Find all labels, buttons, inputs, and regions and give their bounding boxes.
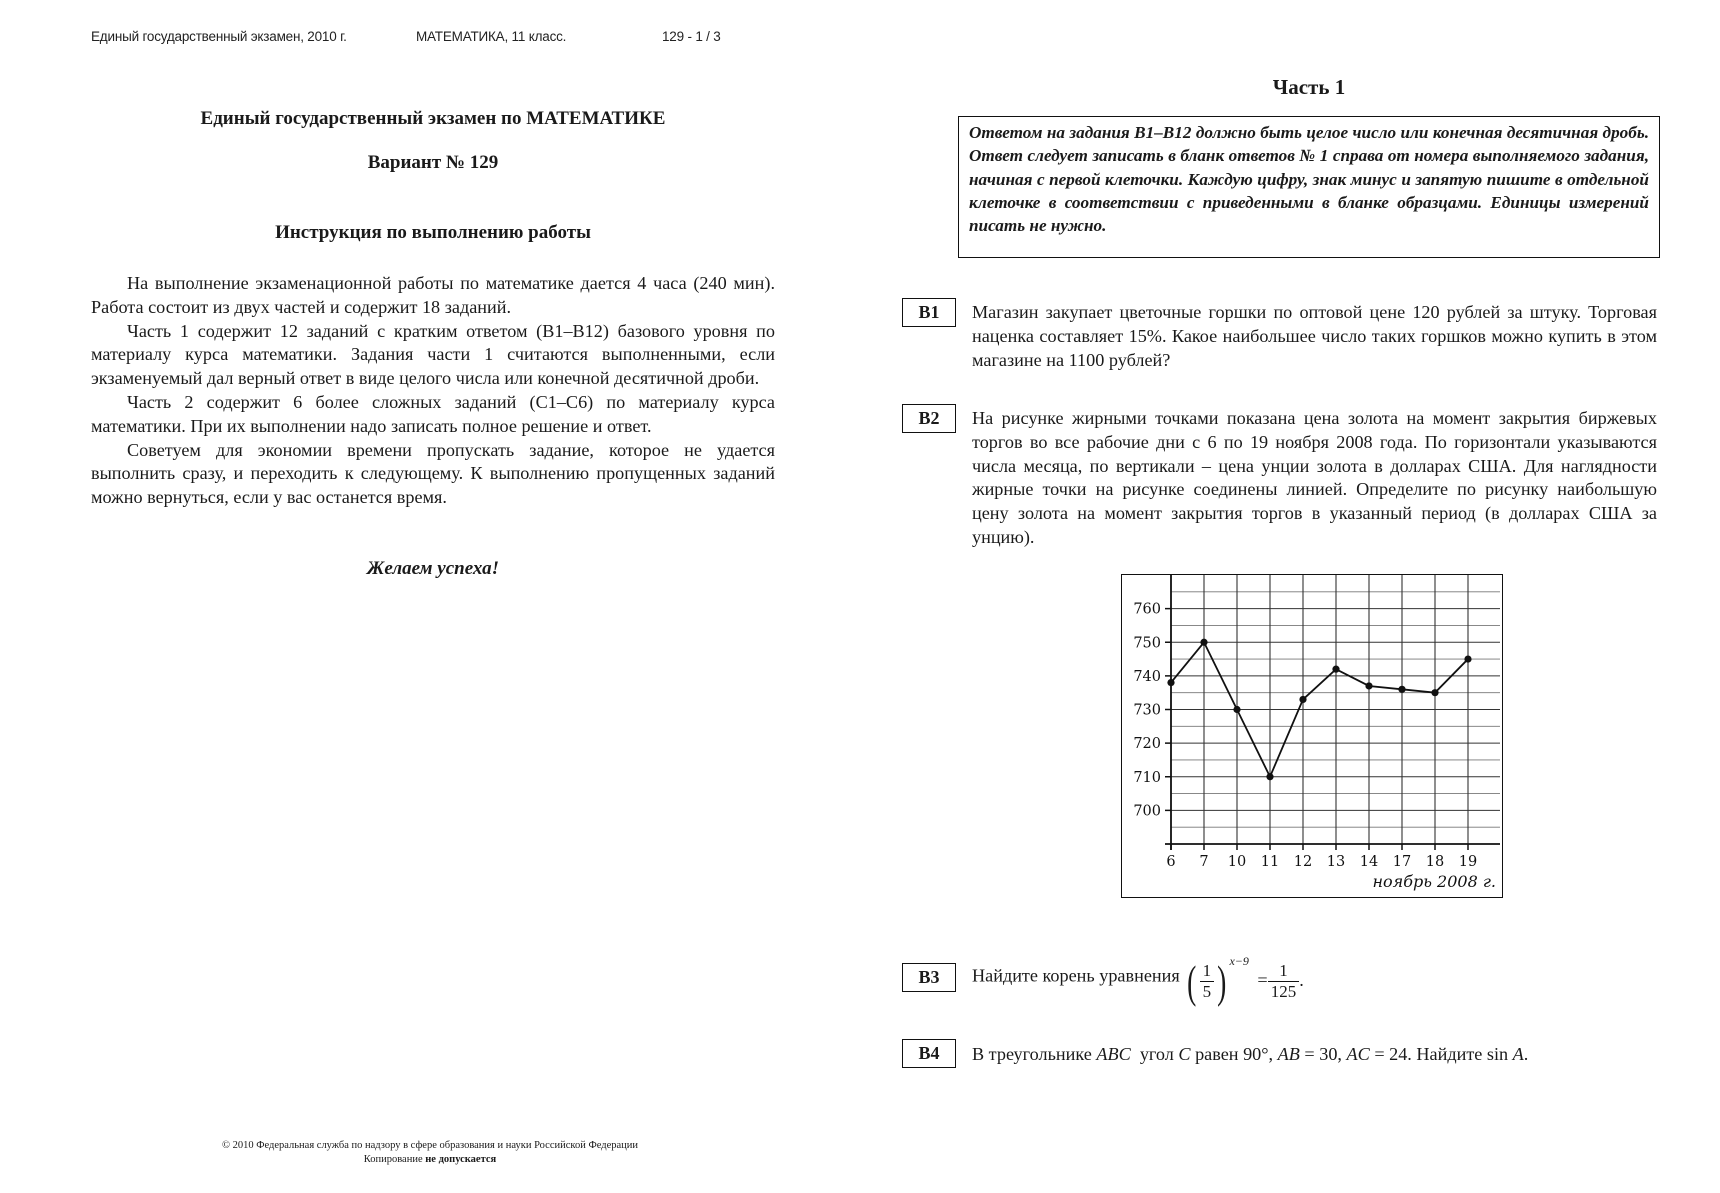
task-b2-paragraph: На рисунке жирными точками показана цена золота на момент закрытия биржевых торгов во все рабочие дни с 6 по 19 ноября 2008 года. По горизонтали указываются числа месяца, по вертикали – цена унции золота в долларах США. Для наглядности жирные точки на рисунке соединены линией. Определите по рисунку наибольшую цену золота на момент закрытия торгов в указанный период (в долларах США за унцию).	[972, 408, 1657, 547]
part-title: Часть 1	[1272, 75, 1346, 99]
base-denominator: 5	[1202, 982, 1212, 1002]
x-tick-label: 19	[1458, 854, 1478, 870]
instruction-paragraph: Советуем для экономии времени пропускать задание, которое не удается выполнить сразу, и переходить к следующему. К выполнению пропущенных заданий можно вернуться, если у вас останется время.	[91, 439, 775, 508]
line-chart	[1122, 575, 1502, 897]
copying-prefix: Копирование	[363, 1154, 426, 1165]
b4-part: = 30,	[1299, 1044, 1347, 1064]
equals-sign: =	[1257, 970, 1268, 991]
base-fraction	[1200, 961, 1215, 1002]
rhs-numerator: 1	[1268, 961, 1300, 982]
b4-part: = 24. Найдите sin	[1369, 1044, 1513, 1064]
data-point	[1266, 773, 1273, 780]
x-tick-label: 13	[1326, 854, 1346, 870]
x-tick-label: 7	[1199, 854, 1209, 870]
b4-part: .	[1523, 1044, 1529, 1064]
good-luck-text: Желаем успеха!	[366, 558, 500, 579]
task-label-b3: B3	[902, 963, 956, 992]
answer-instructions-box: Ответом на задания B1–B12 должно быть целое число или конечная десятичная дробь. Ответ следует записать в бланк ответов № 1 справа от номера выполняемого задания, начиная с первой клеточки. Каждую цифру, знак минус и запятую пишите в отдельной клеточке в соответствии с приведенными в бланке образцами. Единицы измерений писать не нужно.	[958, 116, 1660, 258]
b4-var: ABC	[1096, 1044, 1131, 1064]
y-tick-label: 740	[1133, 668, 1161, 685]
task-b1-text	[972, 301, 1657, 372]
y-tick-label: 730	[1133, 702, 1161, 719]
copying-notice	[150, 1153, 710, 1167]
task-b1-paragraph: Магазин закупает цветочные горшки по оптовой цене 120 рублей за штуку. Торговая наценка составляет 15%. Какое наибольшее число таких горшков можно купить в этом магазине на 1100 рублей?	[972, 302, 1657, 370]
x-tick-label: 18	[1425, 854, 1445, 870]
copyright-footer	[150, 1139, 710, 1167]
instructions-body	[91, 272, 775, 510]
b4-part: В треугольнике	[972, 1044, 1097, 1064]
exponent: x−9	[1229, 954, 1249, 968]
data-point	[1299, 696, 1306, 703]
b4-var: C	[1178, 1044, 1191, 1064]
task-label-b4: B4	[902, 1039, 956, 1068]
copyright-line: © 2010 Федеральная служба по надзору в сфере образования и науки Российской Федерации	[221, 1140, 639, 1151]
instruction-paragraph: На выполнение экзаменационной работы по математике дается 4 часа (240 мин). Работа состоит из двух частей и содержит 18 заданий.	[91, 273, 775, 317]
data-point	[1332, 666, 1339, 673]
b4-part: угол	[1130, 1044, 1179, 1064]
task-b4-text	[972, 1043, 1657, 1067]
left-paren: (	[1187, 955, 1197, 1007]
base-numerator: 1	[1200, 961, 1215, 982]
x-tick-label: 6	[1166, 854, 1176, 870]
rhs-denominator: 125	[1270, 982, 1297, 1002]
period: .	[1299, 970, 1304, 991]
equation	[1184, 950, 1303, 1005]
x-tick-label: 11	[1260, 854, 1280, 870]
task-b2-text	[972, 407, 1657, 550]
data-point	[1167, 679, 1174, 686]
data-point	[1431, 689, 1438, 696]
data-point	[1398, 686, 1405, 693]
x-tick-label: 17	[1392, 854, 1412, 870]
task-label-b2: B2	[902, 404, 956, 433]
header-subject: МАТЕМАТИКА, 11 класс.	[416, 29, 567, 44]
variant-title: Вариант № 129	[367, 152, 499, 173]
instruction-paragraph: Часть 2 содержит 6 более сложных заданий (С1–С6) по материалу курса математики. При их выполнении надо записать полное решение и ответ.	[91, 391, 775, 436]
instruction-paragraph: Часть 1 содержит 12 заданий с кратким ответом (B1–B12) базового уровня по материалу курса математики. Задания части 1 считаются выполненными, если экзаменуемый дал верный ответ в виде целого числа или конечной десятичной дроби.	[91, 320, 775, 389]
x-tick-label: 14	[1359, 854, 1379, 870]
rhs-fraction	[1268, 961, 1300, 1002]
task-b3-text	[972, 950, 1657, 1005]
data-point	[1464, 655, 1471, 662]
data-point	[1233, 706, 1240, 713]
x-axis-label: ноябрь 2008 г.	[1372, 872, 1496, 891]
x-tick-label: 12	[1293, 854, 1313, 870]
copying-bold: не допускается	[425, 1154, 497, 1165]
y-tick-label: 710	[1133, 769, 1161, 786]
y-tick-label: 760	[1133, 601, 1161, 618]
x-tick-label: 10	[1227, 854, 1247, 870]
data-point	[1365, 682, 1372, 689]
header-exam: Единый государственный экзамен, 2010 г.	[91, 29, 347, 44]
b4-part: равен 90°,	[1190, 1044, 1278, 1064]
gold-price-chart	[1121, 574, 1503, 898]
right-paren: )	[1217, 955, 1227, 1007]
instructions-title: Инструкция по выполнению работы	[275, 222, 591, 243]
exam-title: Единый государственный экзамен по МАТЕМАТИКЕ	[200, 108, 666, 129]
data-point	[1200, 639, 1207, 646]
b4-var: AB	[1277, 1044, 1300, 1064]
header-page-number: 129 - 1 / 3	[662, 29, 721, 44]
y-tick-label: 750	[1133, 635, 1161, 652]
y-tick-label: 700	[1133, 803, 1161, 820]
b4-var: AC	[1346, 1044, 1370, 1064]
task-label-b1: B1	[902, 298, 956, 327]
y-tick-label: 720	[1133, 736, 1161, 753]
task-b3-prompt: Найдите корень уравнения	[972, 965, 1180, 986]
b4-var: A	[1512, 1044, 1524, 1064]
